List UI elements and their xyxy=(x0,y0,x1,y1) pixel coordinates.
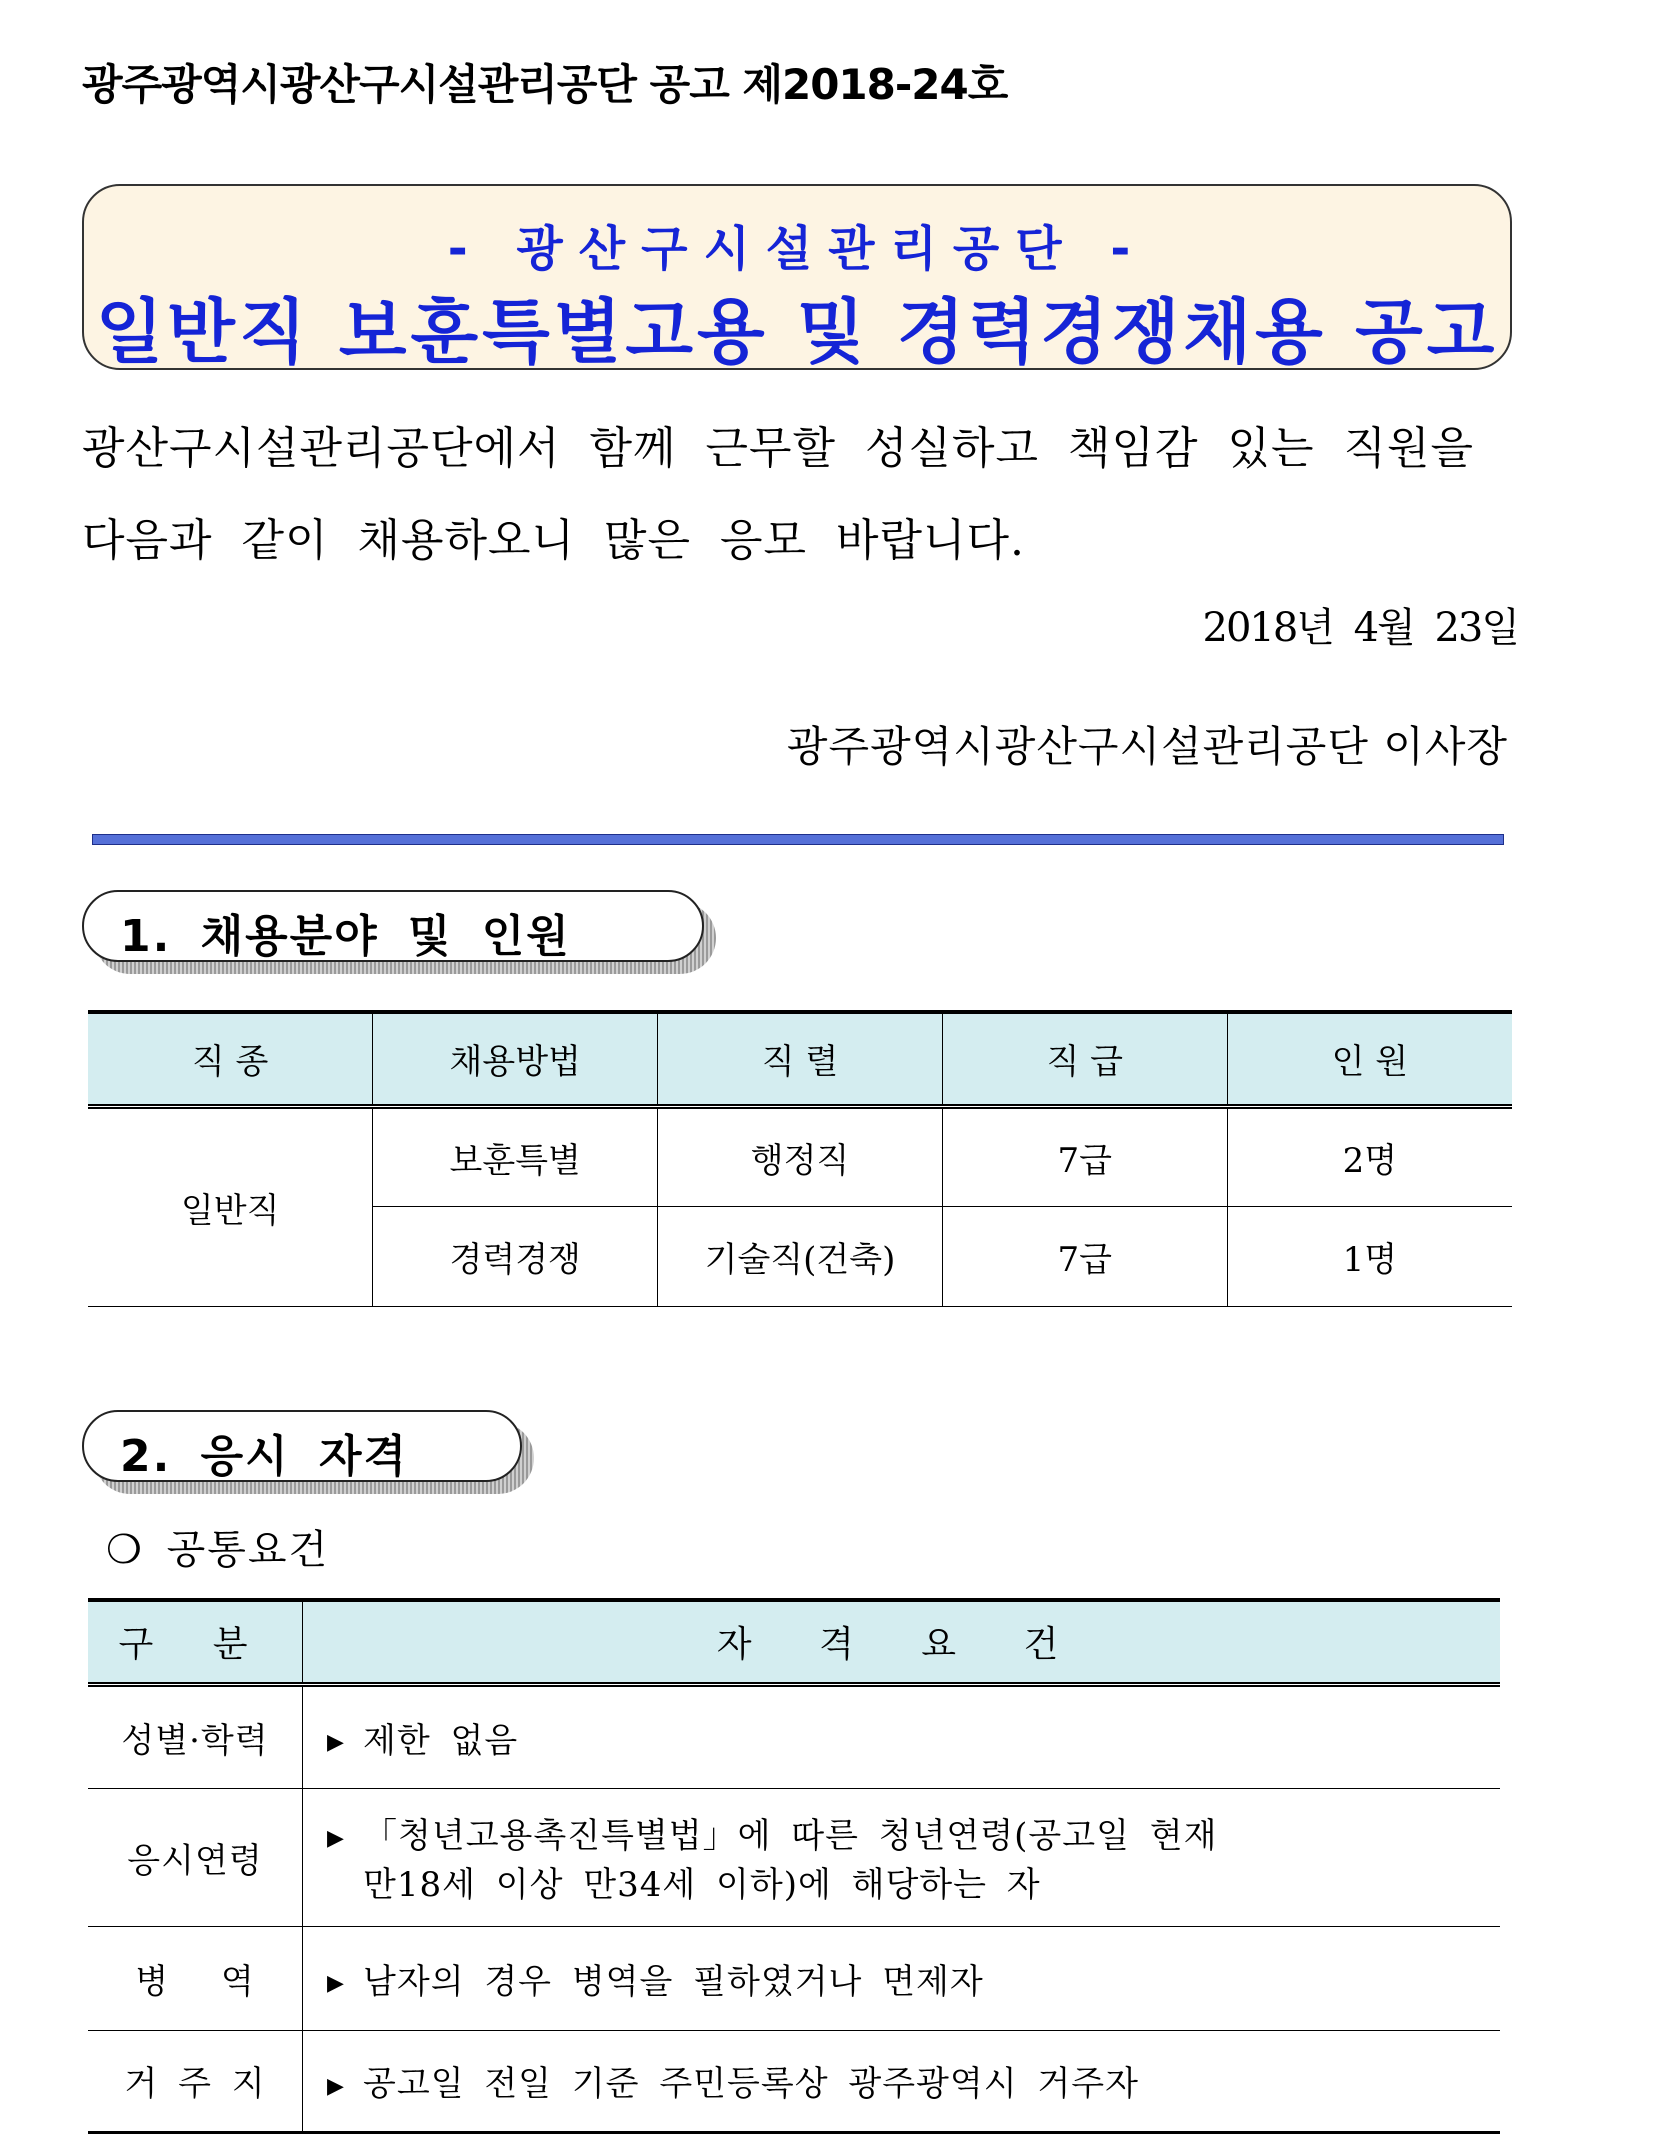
notice-number: 광주광역시광산구시설관리공단 공고 제2018-24호 xyxy=(82,60,1008,109)
triangle-bullet-icon: ▶ xyxy=(327,2073,345,2099)
issuer-signature: 광주광역시광산구시설관리공단 이사장 xyxy=(786,722,1508,771)
requirement-text-cont: 만18세 이상 만34세 이하)에 해당하는 자 xyxy=(363,1865,1041,1905)
row-label: 병 역 xyxy=(88,1926,303,2030)
section-1-heading xyxy=(82,890,704,962)
requirements-table xyxy=(88,1598,1500,2134)
title-box xyxy=(82,184,1512,373)
triangle-bullet-icon: ▶ xyxy=(327,1730,345,1755)
table-row xyxy=(88,2030,1500,2132)
table-row xyxy=(88,1106,1512,1206)
method-cell: 보훈특별 xyxy=(373,1106,658,1206)
recruitment-table xyxy=(88,1010,1512,1307)
table-row xyxy=(88,1788,1500,1926)
requirement-text: 남자의 경우 병역을 필하였거나 면제자 xyxy=(363,1961,984,2002)
table-header-row xyxy=(88,1012,1512,1106)
row-content xyxy=(303,1684,1501,1788)
intro-line-2: 다음과 같이 채용하오니 많은 응모 바랍니다. xyxy=(82,515,1025,566)
table-row xyxy=(88,1926,1500,2030)
notice-date: 2018년 4월 23일 xyxy=(1202,605,1518,651)
col-header-grade: 직 급 xyxy=(942,1012,1227,1106)
requirement-text: 제한 없음 xyxy=(363,1720,519,1761)
table-row xyxy=(88,1684,1500,1788)
title-main: 일반직 보훈특별고용 및 경력경쟁채용 공고 xyxy=(95,291,1499,373)
table-header-row xyxy=(88,1600,1500,1684)
count-cell: 2명 xyxy=(1227,1106,1512,1206)
requirement-text: 공고일 전일 기준 주민등록상 광주광역시 거주자 xyxy=(363,2064,1139,2104)
job-type-cell: 일반직 xyxy=(88,1106,373,1306)
series-cell: 기술직(건축) xyxy=(658,1206,943,1306)
col-header-series: 직 렬 xyxy=(658,1012,943,1106)
section-2-heading xyxy=(82,1410,522,1482)
method-cell: 경력경쟁 xyxy=(373,1206,658,1306)
col-header-count: 인 원 xyxy=(1227,1012,1512,1106)
col-header-job-type: 직 종 xyxy=(88,1012,373,1106)
row-content xyxy=(303,2030,1501,2132)
section-1-title: 1. 채용분야 및 인원 xyxy=(120,911,571,962)
count-cell: 1명 xyxy=(1227,1206,1512,1306)
series-cell: 행정직 xyxy=(658,1106,943,1206)
triangle-bullet-icon: ▶ xyxy=(327,1971,345,1996)
section-divider xyxy=(92,834,1504,845)
title-subtitle: - 광산구시설관리공단 - xyxy=(447,221,1147,277)
section-2-title: 2. 응시 자격 xyxy=(120,1431,408,1482)
row-label: 성별·학력 xyxy=(88,1684,303,1788)
subheading-text: 공통요건 xyxy=(166,1527,330,1573)
row-label: 응시연령 xyxy=(88,1788,303,1926)
intro-line-1: 광산구시설관리공단에서 함께 근무할 성실하고 책임감 있는 직원을 xyxy=(82,423,1475,474)
col-header-requirements: 자 격 요 건 xyxy=(303,1600,1501,1684)
row-content xyxy=(303,1788,1501,1926)
col-header-category: 구 분 xyxy=(88,1600,303,1684)
row-content xyxy=(303,1926,1501,2030)
grade-cell: 7급 xyxy=(942,1206,1227,1306)
triangle-bullet-icon: ▶ xyxy=(327,1825,345,1851)
requirement-text: 「청년고용촉진특별법」에 따른 청년연령(공고일 현재 xyxy=(363,1816,1218,1856)
circle-bullet-icon: ❍ xyxy=(106,1527,144,1573)
grade-cell: 7급 xyxy=(942,1106,1227,1206)
heading-pill xyxy=(82,1410,522,1482)
heading-pill xyxy=(82,890,704,962)
row-label: 거 주 지 xyxy=(88,2030,303,2132)
common-requirements-label xyxy=(106,1518,329,1575)
col-header-method: 채용방법 xyxy=(373,1012,658,1106)
